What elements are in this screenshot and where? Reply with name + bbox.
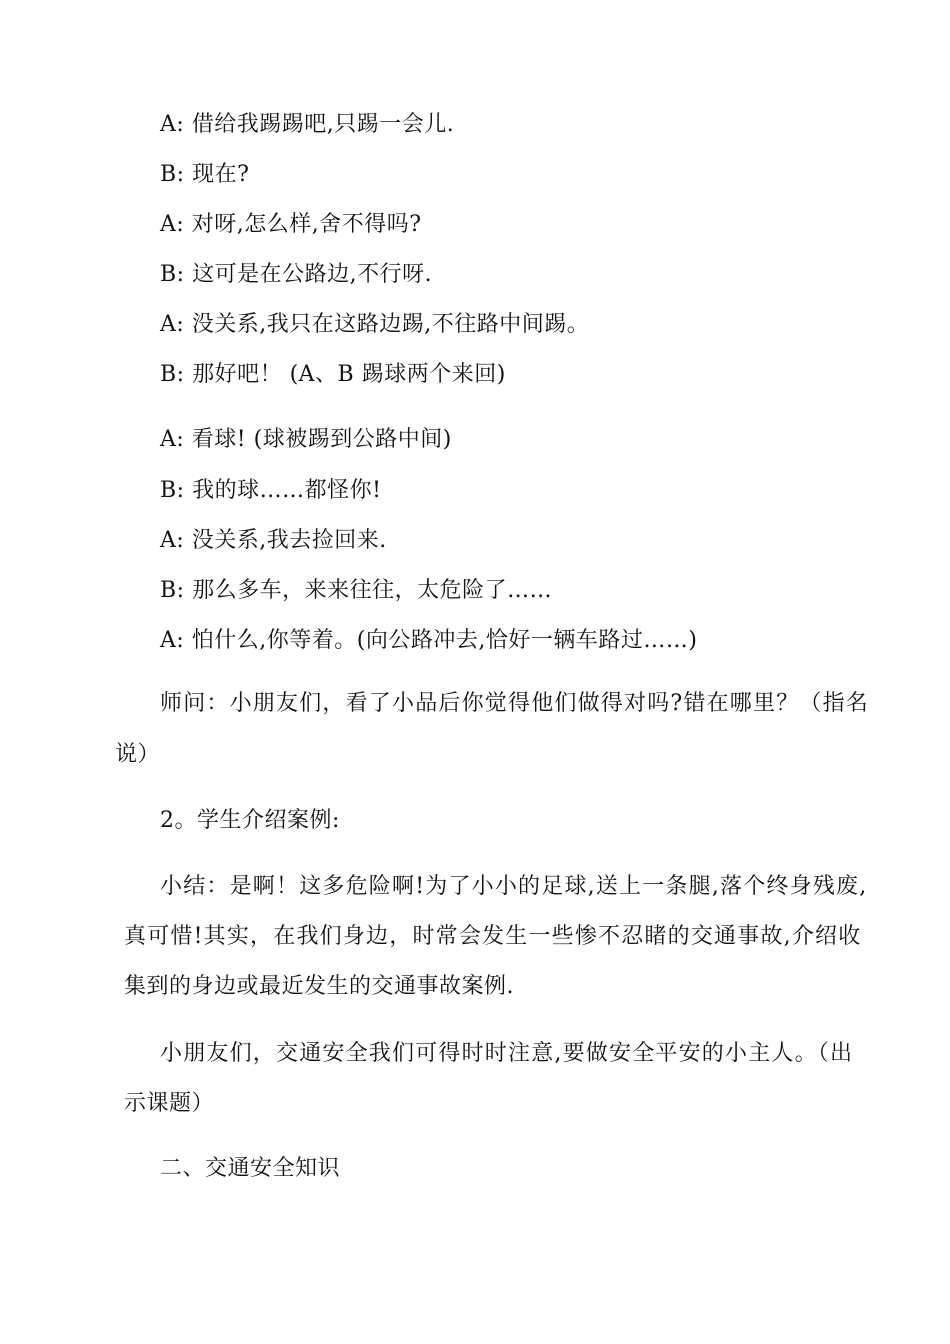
summary-line-3: 集到的身边或最近发生的交通事故案例. — [124, 974, 514, 999]
teacher-question-line-2: 说） — [115, 742, 161, 767]
summary-line-2: 真可惜!其实，在我们身边，时常会发生一些惨不忍睹的交通事故,介绍收 — [124, 924, 862, 949]
section-2-heading: 2。学生介绍案例: — [160, 808, 340, 833]
dialogue-line-9: A: 没关系,我去捡回来. — [160, 528, 387, 553]
section-two-heading: 二、交通安全知识 — [160, 1156, 341, 1181]
dialogue-line-2: B: 现在? — [160, 162, 250, 187]
dialogue-line-1: A: 借给我踢踢吧,只踢一会儿. — [160, 112, 455, 137]
dialogue-line-11: A: 怕什么,你等着。(向公路冲去,恰好一辆车路过……) — [160, 628, 698, 653]
reminder-line-1: 小朋友们，交通安全我们可得时时注意,要做安全平安的小主人。（出 — [160, 1041, 854, 1066]
dialogue-line-8: B: 我的球……都怪你! — [160, 478, 382, 503]
reminder-line-2: 示课题） — [124, 1091, 215, 1116]
dialogue-line-5: A: 没关系,我只在这路边踢,不往路中间踢。 — [160, 312, 590, 337]
dialogue-line-6: B: 那好吧！ (A、B 踢球两个来回) — [160, 362, 506, 387]
teacher-question-line-1: 师问：小朋友们，看了小品后你觉得他们做得对吗?错在哪里？（指名 — [160, 691, 869, 716]
dialogue-line-7: A: 看球! (球被踢到公路中间) — [160, 427, 452, 452]
summary-line-1: 小结：是啊！这多危险啊!为了小小的足球,送上一条腿,落个终身残废, — [160, 874, 868, 899]
dialogue-line-10: B: 那么多车，来来往往，太危险了…… — [160, 578, 553, 603]
dialogue-line-3: A: 对呀,怎么样,舍不得吗? — [160, 212, 422, 237]
dialogue-line-4: B: 这可是在公路边,不行呀. — [160, 262, 433, 287]
